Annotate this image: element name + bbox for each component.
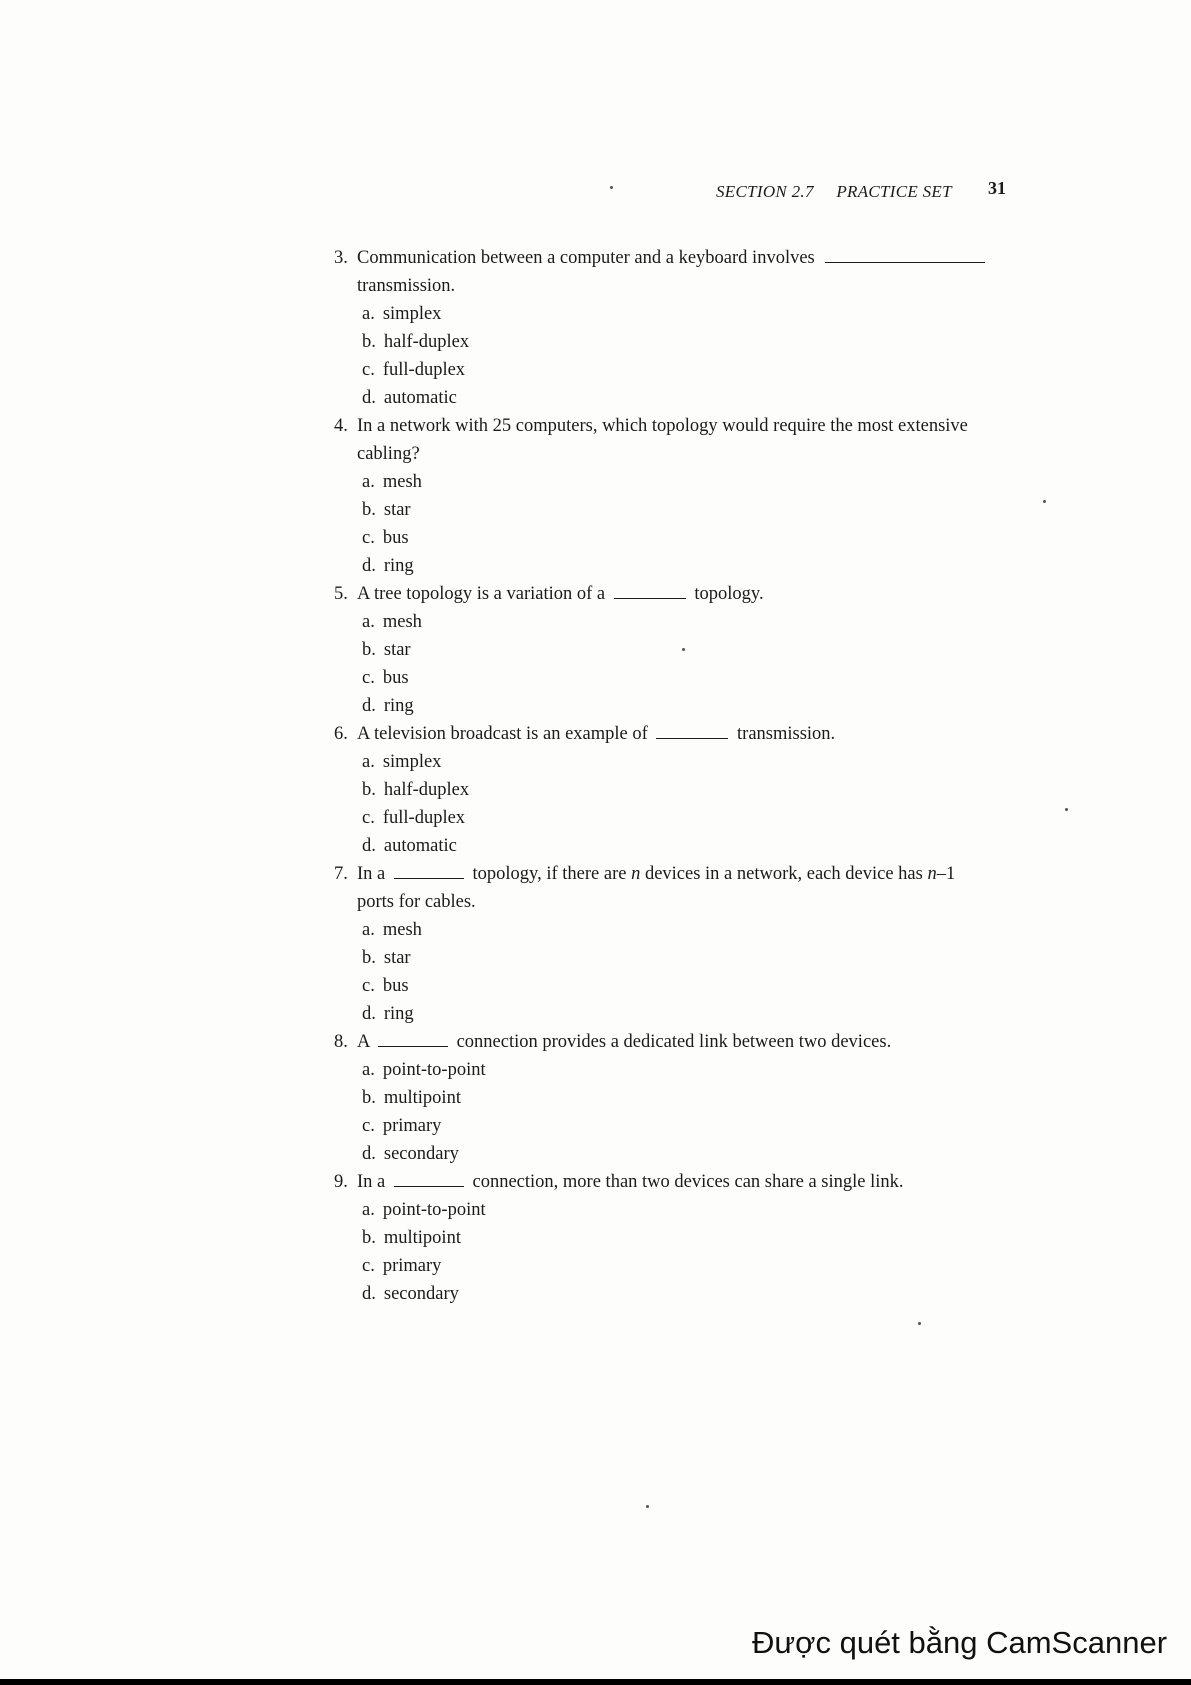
- running-head: [716, 182, 952, 202]
- question-number: 3.: [334, 248, 348, 268]
- option-list: [362, 1196, 1024, 1308]
- option-text: secondary: [383, 1144, 459, 1164]
- option-letter: b.: [362, 948, 376, 968]
- option-text: half-duplex: [383, 780, 470, 800]
- option-b: [362, 636, 1024, 664]
- question-number: 9.: [334, 1172, 348, 1192]
- option-text: bus: [382, 528, 409, 548]
- scan-speck: [1065, 808, 1068, 811]
- option-list: [362, 468, 1024, 580]
- option-letter: b.: [362, 780, 376, 800]
- option-letter: c.: [362, 808, 375, 828]
- answer-blank: [378, 1029, 448, 1047]
- option-text: secondary: [383, 1284, 459, 1304]
- question-continuation: ports for cables.: [357, 892, 476, 912]
- question-number: 7.: [334, 864, 348, 884]
- option-text: simplex: [382, 304, 442, 324]
- option-b: [362, 496, 1024, 524]
- question-text: transmission.: [737, 724, 836, 744]
- variable-n: n: [927, 864, 937, 884]
- question-stem: [334, 244, 1024, 272]
- question-text: A television broadcast is an example of: [357, 724, 648, 744]
- question-6: [334, 720, 1024, 860]
- option-text: mesh: [382, 612, 422, 632]
- question-3: [334, 244, 1024, 412]
- question-stem: [334, 580, 1024, 608]
- option-letter: c.: [362, 668, 375, 688]
- variable-n: n: [631, 864, 641, 884]
- option-letter: c.: [362, 976, 375, 996]
- option-letter: b.: [362, 1228, 376, 1248]
- option-text: mesh: [382, 920, 422, 940]
- question-number: 6.: [334, 724, 348, 744]
- option-letter: c.: [362, 360, 375, 380]
- option-text: bus: [382, 976, 409, 996]
- section-title: PRACTICE SET: [836, 182, 952, 201]
- option-c: [362, 972, 1024, 1000]
- option-a: [362, 1196, 1024, 1224]
- question-stem: [334, 1028, 1024, 1056]
- answer-blank: [614, 581, 686, 599]
- question-8: [334, 1028, 1024, 1168]
- option-a: [362, 748, 1024, 776]
- camscanner-watermark: Được quét bằng CamScanner: [752, 1625, 1168, 1660]
- option-text: star: [383, 640, 411, 660]
- option-b: [362, 944, 1024, 972]
- question-stem: [334, 720, 1024, 748]
- option-c: [362, 524, 1024, 552]
- question-list: [334, 244, 1024, 1308]
- question-number: 8.: [334, 1032, 348, 1052]
- question-text: Communication between a computer and a keyboard involves: [357, 248, 815, 268]
- option-a: [362, 468, 1024, 496]
- option-letter: c.: [362, 1116, 375, 1136]
- option-c: [362, 664, 1024, 692]
- option-a: [362, 1056, 1024, 1084]
- option-c: [362, 804, 1024, 832]
- option-text: point-to-point: [382, 1060, 486, 1080]
- option-text: automatic: [383, 388, 457, 408]
- section-label: SECTION 2.7: [716, 182, 814, 201]
- option-text: ring: [383, 556, 414, 576]
- option-text: half-duplex: [383, 332, 470, 352]
- question-4: [334, 412, 1024, 580]
- option-d: [362, 832, 1024, 860]
- option-b: [362, 776, 1024, 804]
- option-text: star: [383, 948, 411, 968]
- option-text: full-duplex: [382, 360, 466, 380]
- question-text: topology.: [694, 584, 764, 604]
- option-letter: d.: [362, 556, 376, 576]
- option-text: point-to-point: [382, 1200, 486, 1220]
- option-letter: a.: [362, 472, 375, 492]
- question-stem: [334, 412, 1024, 440]
- question-text: connection, more than two devices can share a single link.: [472, 1172, 904, 1192]
- option-a: [362, 300, 1024, 328]
- scan-speck: [918, 1322, 921, 1325]
- question-text: In a: [357, 1172, 386, 1192]
- bottom-border: [0, 1679, 1191, 1685]
- question-text: –1: [936, 864, 956, 884]
- option-text: bus: [382, 668, 409, 688]
- option-list: [362, 916, 1024, 1028]
- option-a: [362, 608, 1024, 636]
- option-list: [362, 608, 1024, 720]
- question-9: [334, 1168, 1024, 1308]
- question-continuation: transmission.: [357, 276, 456, 296]
- option-d: [362, 552, 1024, 580]
- option-letter: d.: [362, 836, 376, 856]
- option-list: [362, 748, 1024, 860]
- question-continuation: cabling?: [357, 444, 420, 464]
- question-text: In a: [357, 864, 386, 884]
- question-5: [334, 580, 1024, 720]
- question-text: A: [357, 1032, 370, 1052]
- option-letter: a.: [362, 1200, 375, 1220]
- question-7: [334, 860, 1024, 1028]
- answer-blank: [825, 245, 985, 263]
- option-text: mesh: [382, 472, 422, 492]
- option-letter: b.: [362, 500, 376, 520]
- question-stem: [334, 860, 1024, 888]
- option-letter: b.: [362, 332, 376, 352]
- option-d: [362, 1280, 1024, 1308]
- option-d: [362, 384, 1024, 412]
- option-d: [362, 1140, 1024, 1168]
- answer-blank: [394, 861, 464, 879]
- scan-speck: [682, 648, 685, 651]
- option-d: [362, 1000, 1024, 1028]
- option-letter: a.: [362, 920, 375, 940]
- option-c: [362, 1252, 1024, 1280]
- option-c: [362, 356, 1024, 384]
- scan-speck: [646, 1505, 649, 1508]
- option-letter: d.: [362, 1284, 376, 1304]
- scan-speck: [1043, 500, 1046, 503]
- question-stem: [334, 1168, 1024, 1196]
- question-text: A tree topology is a variation of a: [357, 584, 606, 604]
- option-letter: c.: [362, 528, 375, 548]
- option-text: ring: [383, 1004, 414, 1024]
- option-text: simplex: [382, 752, 442, 772]
- option-text: multipoint: [383, 1228, 461, 1248]
- scan-speck: [610, 186, 613, 189]
- question-text: In a network with 25 computers, which topology would require the most extensive: [357, 416, 968, 436]
- option-letter: d.: [362, 1004, 376, 1024]
- option-text: star: [383, 500, 411, 520]
- answer-blank: [394, 1169, 464, 1187]
- option-letter: d.: [362, 696, 376, 716]
- option-text: automatic: [383, 836, 457, 856]
- option-letter: d.: [362, 388, 376, 408]
- option-text: multipoint: [383, 1088, 461, 1108]
- option-b: [362, 328, 1024, 356]
- question-number: 4.: [334, 416, 348, 436]
- option-letter: b.: [362, 1088, 376, 1108]
- option-b: [362, 1224, 1024, 1252]
- option-text: primary: [382, 1116, 442, 1136]
- option-letter: a.: [362, 612, 375, 632]
- option-letter: b.: [362, 640, 376, 660]
- option-d: [362, 692, 1024, 720]
- page-number: 31: [988, 178, 1006, 198]
- option-c: [362, 1112, 1024, 1140]
- option-text: ring: [383, 696, 414, 716]
- answer-blank: [656, 721, 728, 739]
- option-list: [362, 1056, 1024, 1168]
- option-text: full-duplex: [382, 808, 466, 828]
- option-letter: d.: [362, 1144, 376, 1164]
- question-text: connection provides a dedicated link between two devices.: [456, 1032, 892, 1052]
- option-a: [362, 916, 1024, 944]
- question-text: devices in a network, each device has: [644, 864, 923, 884]
- option-letter: a.: [362, 304, 375, 324]
- question-text: topology, if there are: [472, 864, 627, 884]
- option-text: primary: [382, 1256, 442, 1276]
- question-number: 5.: [334, 584, 348, 604]
- option-letter: c.: [362, 1256, 375, 1276]
- option-letter: a.: [362, 1060, 375, 1080]
- option-list: [362, 300, 1024, 412]
- option-b: [362, 1084, 1024, 1112]
- option-letter: a.: [362, 752, 375, 772]
